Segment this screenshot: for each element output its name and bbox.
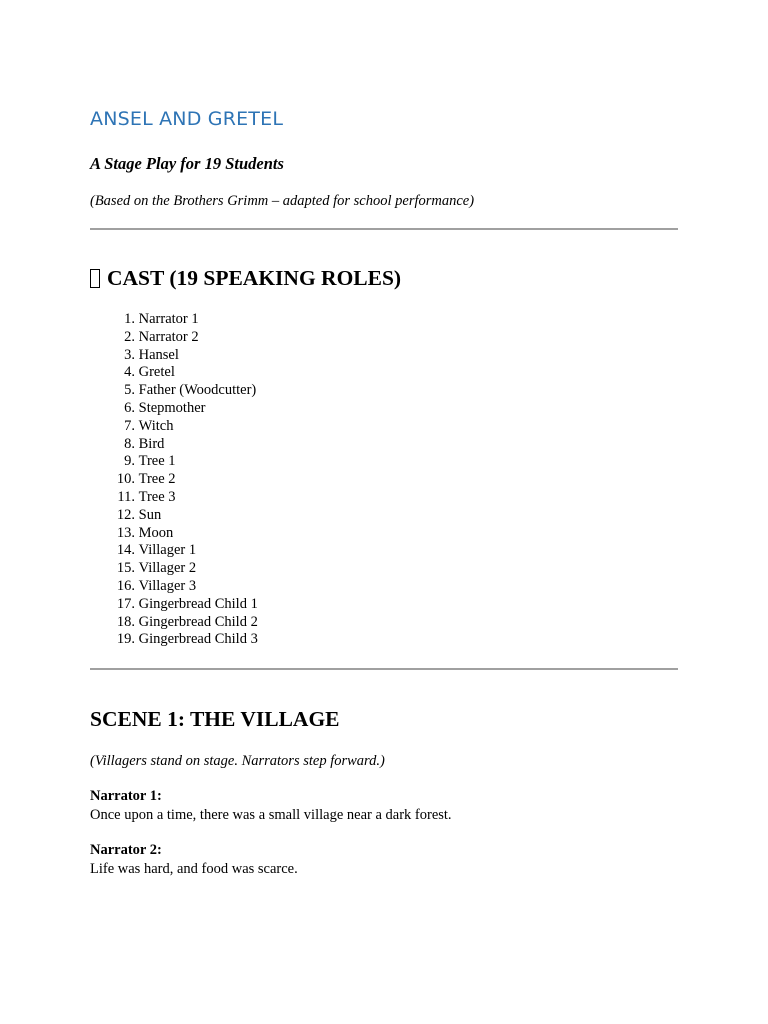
list-number: 10. xyxy=(116,471,135,488)
list-number: 17. xyxy=(116,595,135,612)
cast-role: Narrator 1 xyxy=(138,311,199,327)
cast-heading xyxy=(90,266,401,291)
list-number: 4. xyxy=(124,364,135,381)
list-item xyxy=(90,418,258,436)
cast-role: Gingerbread Child 1 xyxy=(138,595,258,612)
list-item xyxy=(90,560,258,578)
list-number: 15. xyxy=(116,560,135,577)
cast-role: Bird xyxy=(138,435,165,452)
list-item xyxy=(90,614,258,632)
list-number: 8. xyxy=(124,435,135,452)
list-item xyxy=(90,311,258,329)
list-item xyxy=(90,578,258,596)
list-item xyxy=(90,329,258,347)
list-item xyxy=(90,400,258,418)
list-item xyxy=(90,382,258,400)
list-number: 5. xyxy=(124,382,135,399)
cast-role: Gingerbread Child 2 xyxy=(138,613,258,630)
list-item xyxy=(90,347,258,365)
cast-role: Witch xyxy=(138,417,174,434)
list-number: 3. xyxy=(124,346,135,363)
cast-role: Sun xyxy=(138,506,162,523)
cast-role: Hansel xyxy=(138,346,179,363)
cast-role: Stepmother xyxy=(138,399,206,416)
list-number: 7. xyxy=(124,417,135,434)
cast-role: Tree 2 xyxy=(138,471,176,488)
list-number: 1. xyxy=(124,311,135,327)
cast-role: Villager 1 xyxy=(138,542,197,559)
scene-heading: SCENE 1: THE VILLAGE xyxy=(90,707,340,731)
list-number: 2. xyxy=(124,328,135,345)
dialogue-line: Life was hard, and food was scarce. xyxy=(90,861,298,877)
cast-role: Father (Woodcutter) xyxy=(138,382,257,399)
list-number: 13. xyxy=(116,524,135,541)
cast-role: Gingerbread Child 3 xyxy=(138,631,258,648)
list-item xyxy=(90,507,258,525)
cast-role: Moon xyxy=(138,524,174,541)
list-item xyxy=(90,489,258,507)
list-number: 14. xyxy=(116,542,135,559)
cast-role: Tree 1 xyxy=(138,453,176,470)
list-number: 16. xyxy=(116,577,135,594)
document-title: ANSEL AND GRETEL xyxy=(90,108,284,130)
dialogue-line: Once upon a time, there was a small village near a dark forest. xyxy=(90,807,452,823)
cast-heading-text: CAST (19 SPEAKING ROLES) xyxy=(107,266,402,290)
list-number: 12. xyxy=(116,506,135,523)
list-number: 19. xyxy=(116,631,135,648)
list-item xyxy=(90,436,258,454)
cast-role: Gretel xyxy=(138,364,175,381)
list-item xyxy=(90,596,258,614)
missing-glyph-icon xyxy=(90,269,100,288)
list-item xyxy=(90,453,258,471)
cast-role: Villager 3 xyxy=(138,577,197,594)
list-number: 18. xyxy=(116,613,135,630)
list-item xyxy=(90,471,258,489)
list-item xyxy=(90,631,258,649)
list-item xyxy=(90,542,258,560)
list-item xyxy=(90,525,258,543)
list-item xyxy=(90,364,258,382)
cast-role: Tree 3 xyxy=(138,488,176,505)
cast-role: Narrator 2 xyxy=(138,328,199,345)
cast-role: Villager 2 xyxy=(138,560,197,577)
list-number: 11. xyxy=(117,488,135,505)
list-number: 6. xyxy=(124,399,135,416)
speaker-label: Narrator 1: xyxy=(90,788,162,804)
source-note: (Based on the Brothers Grimm – adapted for school performance) xyxy=(90,193,475,209)
horizontal-divider xyxy=(90,228,678,230)
speaker-label: Narrator 2: xyxy=(90,842,162,858)
cast-list xyxy=(90,311,258,649)
stage-direction: (Villagers stand on stage. Narrators step forward.) xyxy=(90,753,385,769)
document-subtitle: A Stage Play for 19 Students xyxy=(90,154,284,173)
list-number: 9. xyxy=(124,453,135,470)
horizontal-divider xyxy=(90,668,678,670)
